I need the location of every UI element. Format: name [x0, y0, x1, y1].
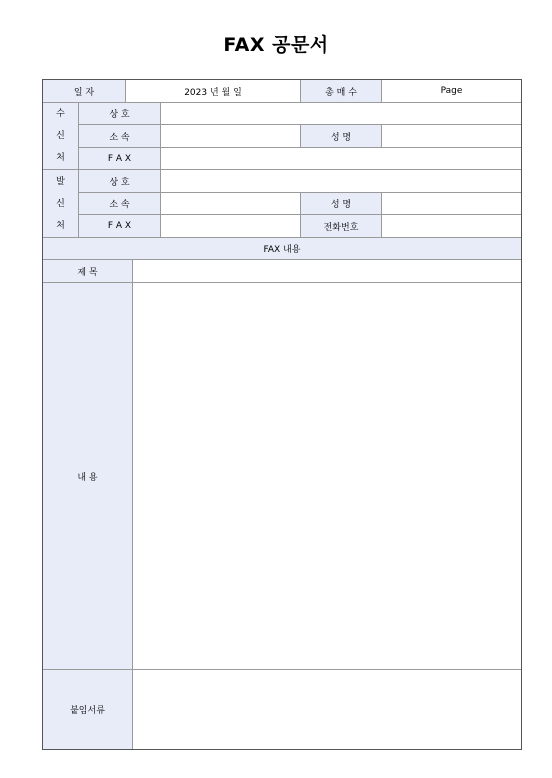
recipient-fax-field[interactable]: [161, 148, 521, 170]
body-label: 내 용: [43, 283, 133, 670]
sender-company-label: 상 호: [79, 170, 161, 193]
recipient-char-3: 처: [56, 153, 65, 163]
fax-content-header: FAX 내용: [43, 238, 521, 260]
recipient-dept-label: 소 속: [79, 125, 161, 148]
document-title: FAX 공문서: [223, 34, 329, 56]
body-field[interactable]: [133, 283, 521, 670]
sender-phone-field[interactable]: [382, 215, 521, 238]
sender-dept-label: 소 속: [79, 193, 161, 215]
date-label: 일 자: [43, 80, 126, 103]
sender-company-field[interactable]: [161, 170, 521, 193]
attachments-field[interactable]: [133, 670, 521, 749]
recipient-name-field[interactable]: [382, 125, 521, 148]
sender-char-1: 발: [56, 176, 65, 187]
recipient-section-label: [43, 103, 79, 170]
fax-form: [42, 79, 522, 750]
recipient-char-1: 수: [56, 109, 65, 119]
sender-char-3: 처: [56, 220, 65, 231]
subject-field[interactable]: [133, 260, 521, 283]
recipient-company-label: 상 호: [79, 103, 161, 125]
sender-name-field[interactable]: [382, 193, 521, 215]
recipient-fax-label: F A X: [79, 148, 161, 170]
total-pages-field[interactable]: Page: [382, 80, 521, 103]
recipient-company-field[interactable]: [161, 103, 521, 125]
sender-fax-field[interactable]: [161, 215, 301, 238]
sender-phone-label: 전화번호: [301, 215, 382, 238]
sender-section-label: [43, 170, 79, 238]
total-pages-label: 총 매 수: [301, 80, 382, 103]
recipient-char-2: 신: [56, 131, 65, 141]
recipient-dept-field[interactable]: [161, 125, 301, 148]
sender-fax-label: F A X: [79, 215, 161, 238]
sender-name-label: 성 명: [301, 193, 382, 215]
attachments-label: 붙임서류: [43, 670, 133, 749]
recipient-name-label: 성 명: [301, 125, 382, 148]
sender-char-2: 신: [56, 198, 65, 209]
subject-label: 제 목: [43, 260, 133, 283]
date-field[interactable]: 2023 년 월 일: [126, 80, 301, 103]
sender-dept-field[interactable]: [161, 193, 301, 215]
